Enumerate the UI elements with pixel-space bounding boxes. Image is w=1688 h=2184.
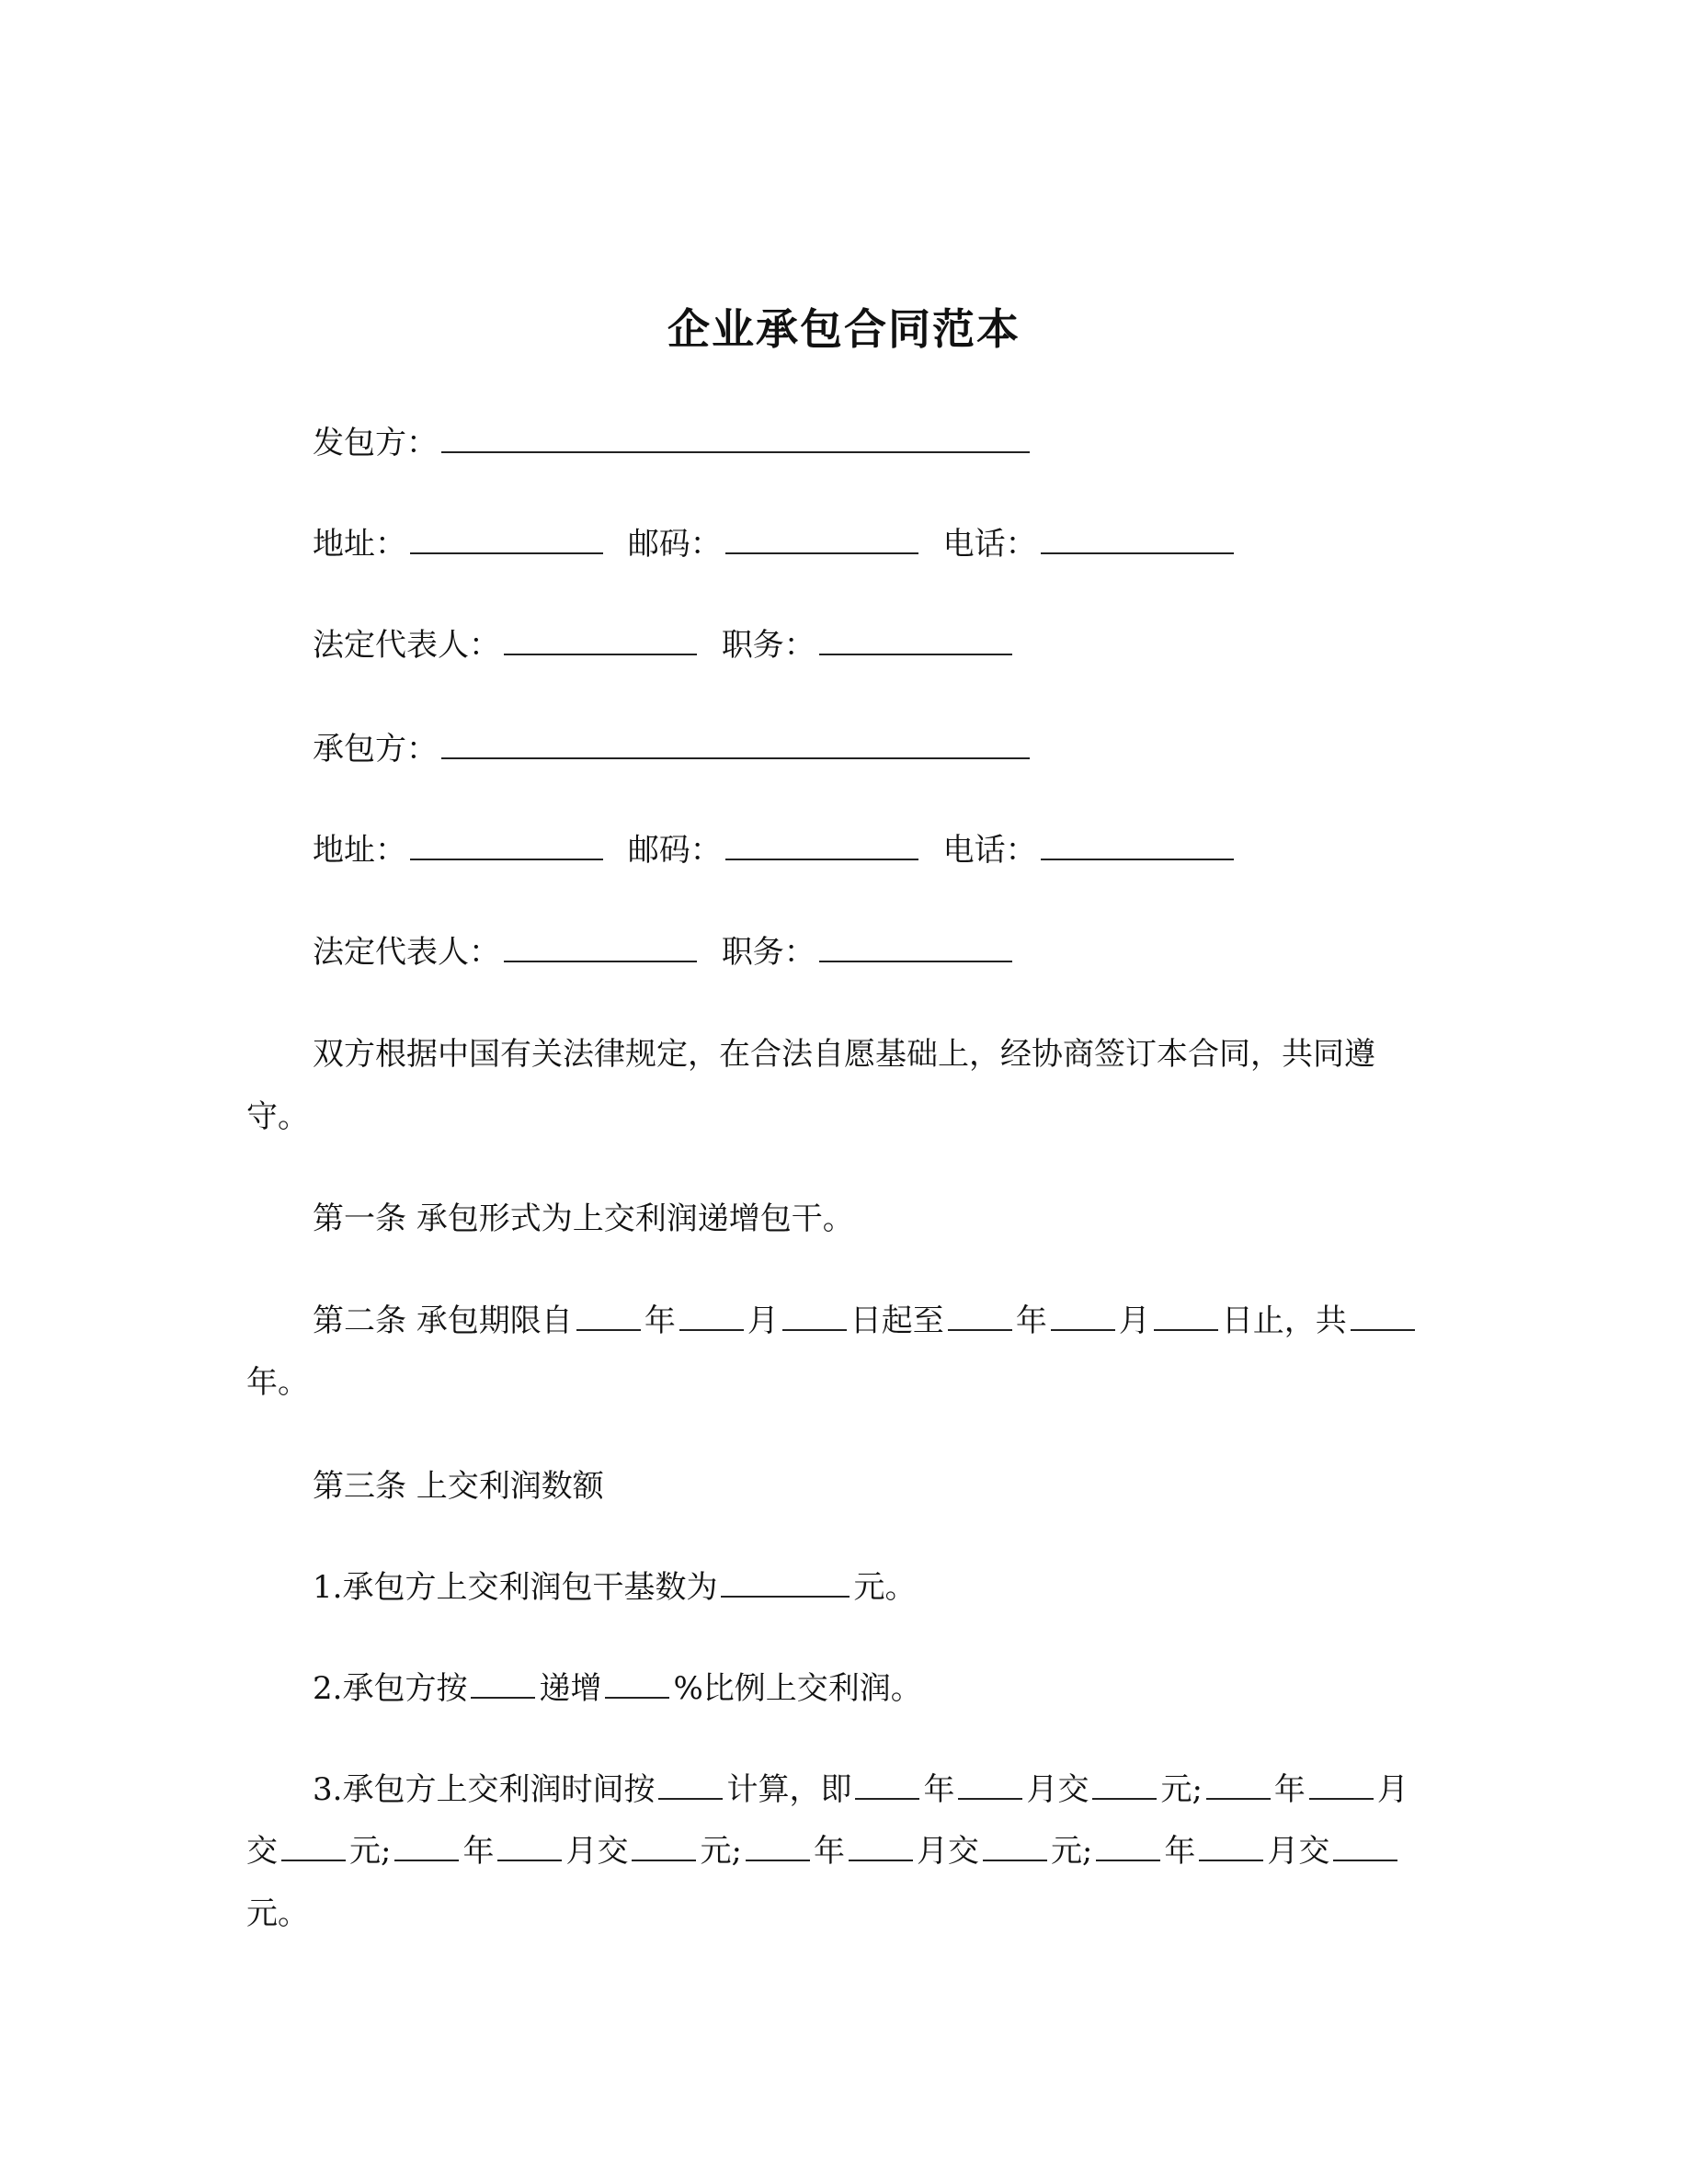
year-label: 年 <box>1164 1833 1196 1870</box>
party-a-blank[interactable] <box>441 424 1030 453</box>
article-3-item-2 <box>313 1668 922 1709</box>
item-3-prefix: 3.承包方上交利润时间按 <box>313 1771 656 1808</box>
item-2-mid: 递增 <box>539 1670 602 1707</box>
end-day-blank[interactable] <box>1154 1302 1218 1331</box>
article-1: 第一条 承包形式为上交利润递增包干。 <box>313 1200 854 1237</box>
party-a-line <box>313 423 1033 463</box>
total-years-blank[interactable] <box>1351 1302 1415 1331</box>
party-b-rep-line <box>313 932 1016 973</box>
yuan-label: 元; <box>349 1833 392 1870</box>
end-month-blank[interactable] <box>1051 1302 1115 1331</box>
day-to-label: 日止，共 <box>1221 1302 1347 1339</box>
pay-year-blank[interactable] <box>394 1832 459 1861</box>
party-a-contact-line <box>313 524 1237 564</box>
increment-basis-blank[interactable] <box>471 1669 535 1699</box>
pay-amount-blank[interactable] <box>281 1832 346 1861</box>
pay-month-blank[interactable] <box>497 1832 562 1861</box>
month-pay-label: 月交 <box>1026 1771 1089 1808</box>
postcode-blank[interactable] <box>725 831 918 860</box>
postcode-label: 邮码： <box>627 832 722 869</box>
year-label: 年 <box>813 1833 845 1870</box>
month-label: 月 <box>1118 1302 1150 1339</box>
pay-month-blank[interactable] <box>958 1770 1022 1800</box>
position-blank[interactable] <box>819 626 1012 655</box>
start-year-blank[interactable] <box>576 1302 641 1331</box>
address-blank[interactable] <box>410 525 603 554</box>
party-b-blank[interactable] <box>441 730 1030 759</box>
phone-blank[interactable] <box>1041 525 1234 554</box>
address-blank[interactable] <box>410 831 603 860</box>
end-year-blank[interactable] <box>948 1302 1012 1331</box>
month-label: 月 <box>1376 1771 1409 1808</box>
yuan-label: 元; <box>1050 1833 1093 1870</box>
article-3-item-3-line-2 <box>246 1831 1401 1871</box>
address-label: 地址： <box>313 832 406 869</box>
month-label: 月 <box>747 1302 779 1339</box>
legal-rep-label: 法定代表人： <box>313 934 500 971</box>
year-label: 年 <box>644 1302 676 1339</box>
year-label: 年 <box>923 1771 955 1808</box>
day-from-label: 日起至 <box>850 1302 944 1339</box>
document-title: 企业承包合同范本 <box>667 304 1021 354</box>
pay-year-blank[interactable] <box>855 1770 919 1800</box>
position-label: 职务： <box>721 934 815 971</box>
item-1-suffix: 元。 <box>853 1569 917 1606</box>
party-b-line <box>313 729 1033 769</box>
phone-label: 电话： <box>942 526 1037 563</box>
legal-rep-blank[interactable] <box>504 626 697 655</box>
pay-year-blank[interactable] <box>1206 1770 1271 1800</box>
position-label: 职务： <box>721 627 815 664</box>
position-blank[interactable] <box>819 933 1012 962</box>
year-label: 年 <box>1273 1771 1306 1808</box>
item-1-prefix: 1.承包方上交利润包干基数为 <box>313 1569 718 1606</box>
article-2-line-2: 年。 <box>246 1364 309 1401</box>
pay-month-blank[interactable] <box>1199 1832 1263 1861</box>
increment-percent-blank[interactable] <box>605 1669 669 1699</box>
pay-year-blank[interactable] <box>746 1832 810 1861</box>
year-label: 年 <box>462 1833 495 1870</box>
phone-label: 电话： <box>942 832 1037 869</box>
postcode-label: 邮码： <box>627 526 722 563</box>
pay-month-blank[interactable] <box>1309 1770 1374 1800</box>
party-b-label: 承包方： <box>313 731 438 768</box>
pay-amount-blank[interactable] <box>1092 1770 1157 1800</box>
legal-rep-label: 法定代表人： <box>313 627 500 664</box>
pay-amount-blank[interactable] <box>1333 1832 1397 1861</box>
preamble-line-2: 守。 <box>246 1098 309 1135</box>
month-pay-label: 月交 <box>916 1833 979 1870</box>
article-2-line-1 <box>313 1301 1419 1341</box>
start-month-blank[interactable] <box>679 1302 744 1331</box>
article-2-prefix: 第二条 承包期限自 <box>313 1302 573 1339</box>
phone-blank[interactable] <box>1041 831 1234 860</box>
item-2-suffix: %比例上交利润。 <box>673 1670 922 1707</box>
month-pay-label: 月交 <box>565 1833 629 1870</box>
month-pay-label: 月交 <box>1267 1833 1330 1870</box>
start-day-blank[interactable] <box>782 1302 847 1331</box>
pay-year-blank[interactable] <box>1096 1832 1160 1861</box>
year-label: 年 <box>1015 1302 1047 1339</box>
postcode-blank[interactable] <box>725 525 918 554</box>
pay-amount-blank[interactable] <box>983 1832 1047 1861</box>
address-label: 地址： <box>313 526 406 563</box>
preamble-line-1: 双方根据中国有关法律规定，在合法自愿基础上，经协商签订本合同，共同遵 <box>313 1036 1375 1073</box>
legal-rep-blank[interactable] <box>504 933 697 962</box>
yuan-label: 元; <box>1160 1771 1203 1808</box>
base-profit-blank[interactable] <box>721 1568 850 1598</box>
article-3-item-3-line-1 <box>313 1769 1409 1810</box>
party-a-rep-line <box>313 625 1016 665</box>
item-2-prefix: 2.承包方按 <box>313 1670 468 1707</box>
pay-month-blank[interactable] <box>849 1832 913 1861</box>
item-3-mid: 计算，即 <box>726 1771 852 1808</box>
article-3-item-1 <box>313 1567 916 1608</box>
article-3-item-3-line-3: 元。 <box>246 1895 309 1932</box>
article-3-heading: 第三条 上交利润数额 <box>313 1468 604 1505</box>
pay-amount-blank[interactable] <box>632 1832 696 1861</box>
yuan-label: 元; <box>700 1833 742 1870</box>
party-b-contact-line <box>313 830 1237 870</box>
jiao-label: 交 <box>246 1833 278 1870</box>
party-a-label: 发包方： <box>313 425 438 461</box>
period-blank[interactable] <box>658 1770 723 1800</box>
